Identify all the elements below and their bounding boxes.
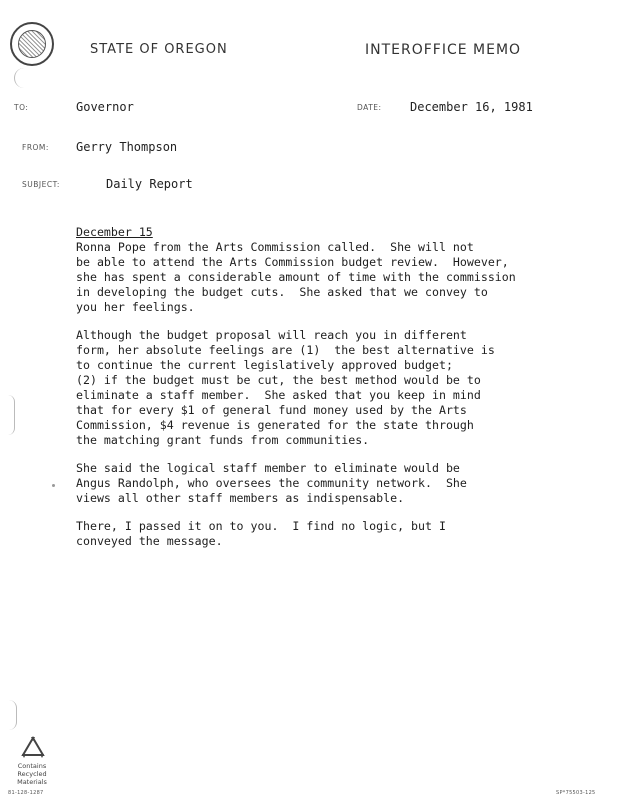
scan-mark bbox=[8, 395, 15, 435]
recycled-line-1: Contains bbox=[17, 762, 47, 770]
to-label: TO: bbox=[14, 103, 29, 112]
date-value: December 16, 1981 bbox=[410, 100, 533, 114]
recycled-materials-note bbox=[12, 762, 52, 786]
form-title: INTEROFFICE MEMO bbox=[365, 42, 522, 58]
paragraph-1: Ronna Pope from the Arts Commission called. She will not be able to attend the Arts Commission budget review. However, she has spent a considerable amount of time with the commission in developing the budget cuts. She asked that we convey to you her feelings. bbox=[76, 240, 516, 314]
agency-name: STATE OF OREGON bbox=[90, 42, 228, 57]
date-label: DATE: bbox=[357, 103, 382, 112]
paragraph-2: Although the budget proposal will reach you in different form, her absolute feelings are (1) the best alternative is to continue the current legislatively approved budget; (2) if the budget must be cut, the best method would be to eliminate a staff member. She asked that you keep in mind that for every $1 of general fund money used by the Arts Commission, $4 revenue is generated for the state through the matching grant funds from communities. bbox=[76, 328, 495, 447]
subject-label: SUBJECT: bbox=[22, 180, 60, 189]
recycle-icon bbox=[18, 735, 48, 761]
form-number-right: SP*75503-125 bbox=[556, 790, 596, 796]
scan-mark bbox=[6, 700, 17, 730]
from-label: FROM: bbox=[22, 143, 49, 152]
paragraph-4: There, I passed it on to you. I find no logic, but I conveyed the message. bbox=[76, 519, 446, 548]
dateline: December 15 bbox=[76, 225, 153, 239]
paragraph-3: She said the logical staff member to eliminate would be Angus Randolph, who oversees the community network. She views all other staff members as indispensable. bbox=[76, 461, 467, 505]
state-seal-icon bbox=[10, 22, 54, 66]
from-value: Gerry Thompson bbox=[76, 140, 178, 154]
scan-dot bbox=[52, 484, 55, 487]
scan-mark bbox=[14, 68, 27, 88]
form-number-left: 81-128-1287 bbox=[8, 790, 44, 796]
recycled-line-3: Materials bbox=[17, 778, 47, 786]
to-value: Governor bbox=[76, 100, 134, 114]
subject-value: Daily Report bbox=[106, 177, 193, 191]
memo-body bbox=[76, 225, 516, 562]
recycled-line-2: Recycled bbox=[17, 770, 47, 778]
